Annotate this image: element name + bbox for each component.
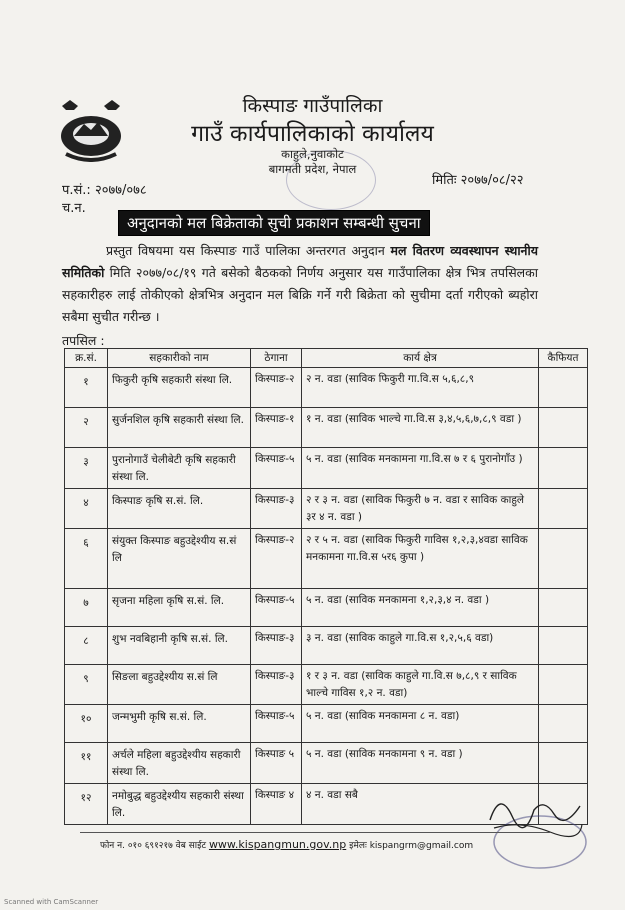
row-remarks (539, 448, 588, 489)
row-name: पुरानोगाउँ चेलीबेटी कृषि सहकारी संस्था लि. (108, 448, 251, 489)
scanner-watermark: Scanned with CamScanner (4, 898, 99, 906)
row-sn: १० (65, 705, 108, 743)
row-area: १ न. वडा (साविक भाल्चे गा.वि.स ३,४,५,६,७,८,९ वडा ) (302, 408, 539, 448)
row-address: किस्पाङ-१ (251, 408, 302, 448)
row-sn: ९ (65, 665, 108, 705)
table-row (65, 705, 588, 743)
dispatch-number: च.न. (62, 201, 86, 216)
row-area: ५ न. वडा (साविक मनकामना १,२,३,४ न. वडा ) (302, 589, 539, 627)
table-header-row (65, 349, 588, 368)
row-remarks (539, 408, 588, 448)
row-area: २ र ५ न. वडा (साविक फिकुरी गाविस १,२,३,४वडा साविक मनकामना गा.वि.स ५र६ कुपा ) (302, 529, 539, 589)
col-header-name: सहकारीको नाम (108, 349, 251, 368)
row-name: संयुक्त किस्पाङ बहुउद्देश्यीय स.सं लि (108, 529, 251, 589)
table-row (65, 743, 588, 784)
table-row (65, 627, 588, 665)
row-area: १ र ३ न. वडा (साविक काहुले गा.वि.स ७,८,९ र साविक भाल्चे गाविस १,२ न. वडा) (302, 665, 539, 705)
row-name: अर्चले महिला बहुउद्देश्यीय सहकारी संस्था लि. (108, 743, 251, 784)
tapasil-label: तपसिल : (62, 333, 105, 348)
row-remarks (539, 665, 588, 705)
col-header-sn: क्र.सं. (65, 349, 108, 368)
notice-date: मितिः २०७७/०८/२२ (432, 173, 524, 188)
body-part-1: प्रस्तुत विषयमा यस किस्पाङ गाउँ पालिका अन्तरगत अनुदान (106, 243, 385, 258)
row-address: किस्पाङ ५ (251, 743, 302, 784)
row-sn: ४ (65, 489, 108, 529)
table-row (65, 665, 588, 705)
row-remarks (539, 705, 588, 743)
row-name: शुभ नवबिहानी कृषि स.सं. लि. (108, 627, 251, 665)
row-sn: ११ (65, 743, 108, 784)
row-address: किस्पाङ ४ (251, 784, 302, 825)
row-name: सृजना महिला कृषि स.सं. लि. (108, 589, 251, 627)
row-area: ५ न. वडा (साविक मनकामना गा.वि.स ७ र ६ पुरानोगाँउ ) (302, 448, 539, 489)
row-address: किस्पाङ-५ (251, 589, 302, 627)
table-row (65, 368, 588, 408)
row-name: जन्मभुमी कृषि स.सं. लि. (108, 705, 251, 743)
row-sn: १२ (65, 784, 108, 825)
row-sn: ७ (65, 589, 108, 627)
col-header-area: कार्य क्षेत्र (302, 349, 539, 368)
col-header-remarks: कैफियत (539, 349, 588, 368)
address-line-1: काहुले,नुवाकोट (281, 147, 344, 161)
table-row (65, 589, 588, 627)
row-name: फिकुरी कृषि सहकारी संस्था लि. (108, 368, 251, 408)
row-address: किस्पाङ-३ (251, 489, 302, 529)
row-name: नमोबुद्ध बहुउद्देश्यीय सहकारी संस्था लि. (108, 784, 251, 825)
table-row (65, 408, 588, 448)
row-remarks (539, 489, 588, 529)
row-sn: ३ (65, 448, 108, 489)
subject-banner: अनुदानको मल बिक्रेताको सुची प्रकाशन सम्बन्धी सुचना (118, 210, 430, 236)
row-remarks (539, 627, 588, 665)
office-name: किस्पाङ गाउँपालिका (242, 95, 383, 117)
row-area: ५ न. वडा (साविक मनकामना ८ न. वडा) (302, 705, 539, 743)
footer (100, 838, 473, 851)
row-area: ४ न. वडा सबै (302, 784, 539, 825)
footer-divider (80, 832, 550, 833)
row-area: २ र ३ न. वडा (साविक फिकुरी ७ न. वडा र साविक काहुले ३र ४ न. वडा ) (302, 489, 539, 529)
row-address: किस्पाङ-५ (251, 705, 302, 743)
row-area: २ न. वडा (साविक फिकुरी गा.वि.स ५,६,८,९ (302, 368, 539, 408)
body-part-2: मिति २०७७/०८/१९ गते बसेको बैठकको निर्णय अनुसार यस गाउँपालिका क्षेत्र भित्र तपसिलका सहकारीहरु लाई तोकीएको क्षेत्रभित्र अनुदान मल बिक्रि गर्ने गरी बिक्रेता को सुचीमा दर्ता गरीएको ब्यहोरा सबैमा सुचीत गरीन्छ । (62, 265, 538, 324)
row-address: किस्पाङ-३ (251, 627, 302, 665)
row-address: किस्पाङ-५ (251, 448, 302, 489)
row-remarks (539, 589, 588, 627)
notice-body (62, 240, 538, 328)
office-title: गाउँ कार्यपालिकाको कार्यालय (191, 121, 434, 147)
reference-number: प.सं.: २०७७/०७८ (62, 183, 147, 198)
row-sn: १ (65, 368, 108, 408)
row-address: किस्पाङ-३ (251, 665, 302, 705)
body-bold: मल वितरण व्यवस्थापन स्थानीय समितिको (62, 243, 538, 280)
signature-stamp (470, 780, 590, 875)
row-sn: ८ (65, 627, 108, 665)
row-name: सिङला बहुउद्देश्यीय स.सं लि (108, 665, 251, 705)
row-area: ५ न. वडा (साविक मनकामना ९ न. वडा ) (302, 743, 539, 784)
row-address: किस्पाङ-२ (251, 368, 302, 408)
row-name: सुर्जनशिल कृषि सहकारी संस्था लि. (108, 408, 251, 448)
table-row (65, 489, 588, 529)
row-sn: २ (65, 408, 108, 448)
table-row (65, 448, 588, 489)
footer-phone: फोन न. ०१० ६९१२१७ वेब साईट (100, 841, 207, 851)
row-sn: ६ (65, 529, 108, 589)
dealer-table (64, 348, 588, 825)
row-remarks (539, 368, 588, 408)
address-line-2: बागमती प्रदेश, नेपाल (268, 162, 357, 176)
footer-website-link[interactable]: www.kispangmun.gov.np (208, 838, 347, 851)
col-header-address: ठेगाना (251, 349, 302, 368)
row-remarks (539, 743, 588, 784)
row-address: किस्पाङ-२ (251, 529, 302, 589)
row-remarks (539, 529, 588, 589)
footer-email: इमेलः kispangrm@gmail.com (349, 841, 474, 851)
row-name: किस्पाङ कृषि स.सं. लि. (108, 489, 251, 529)
table-row (65, 529, 588, 589)
row-area: ३ न. वडा (साविक काहुले गा.वि.स १,२,५,६ वडा) (302, 627, 539, 665)
